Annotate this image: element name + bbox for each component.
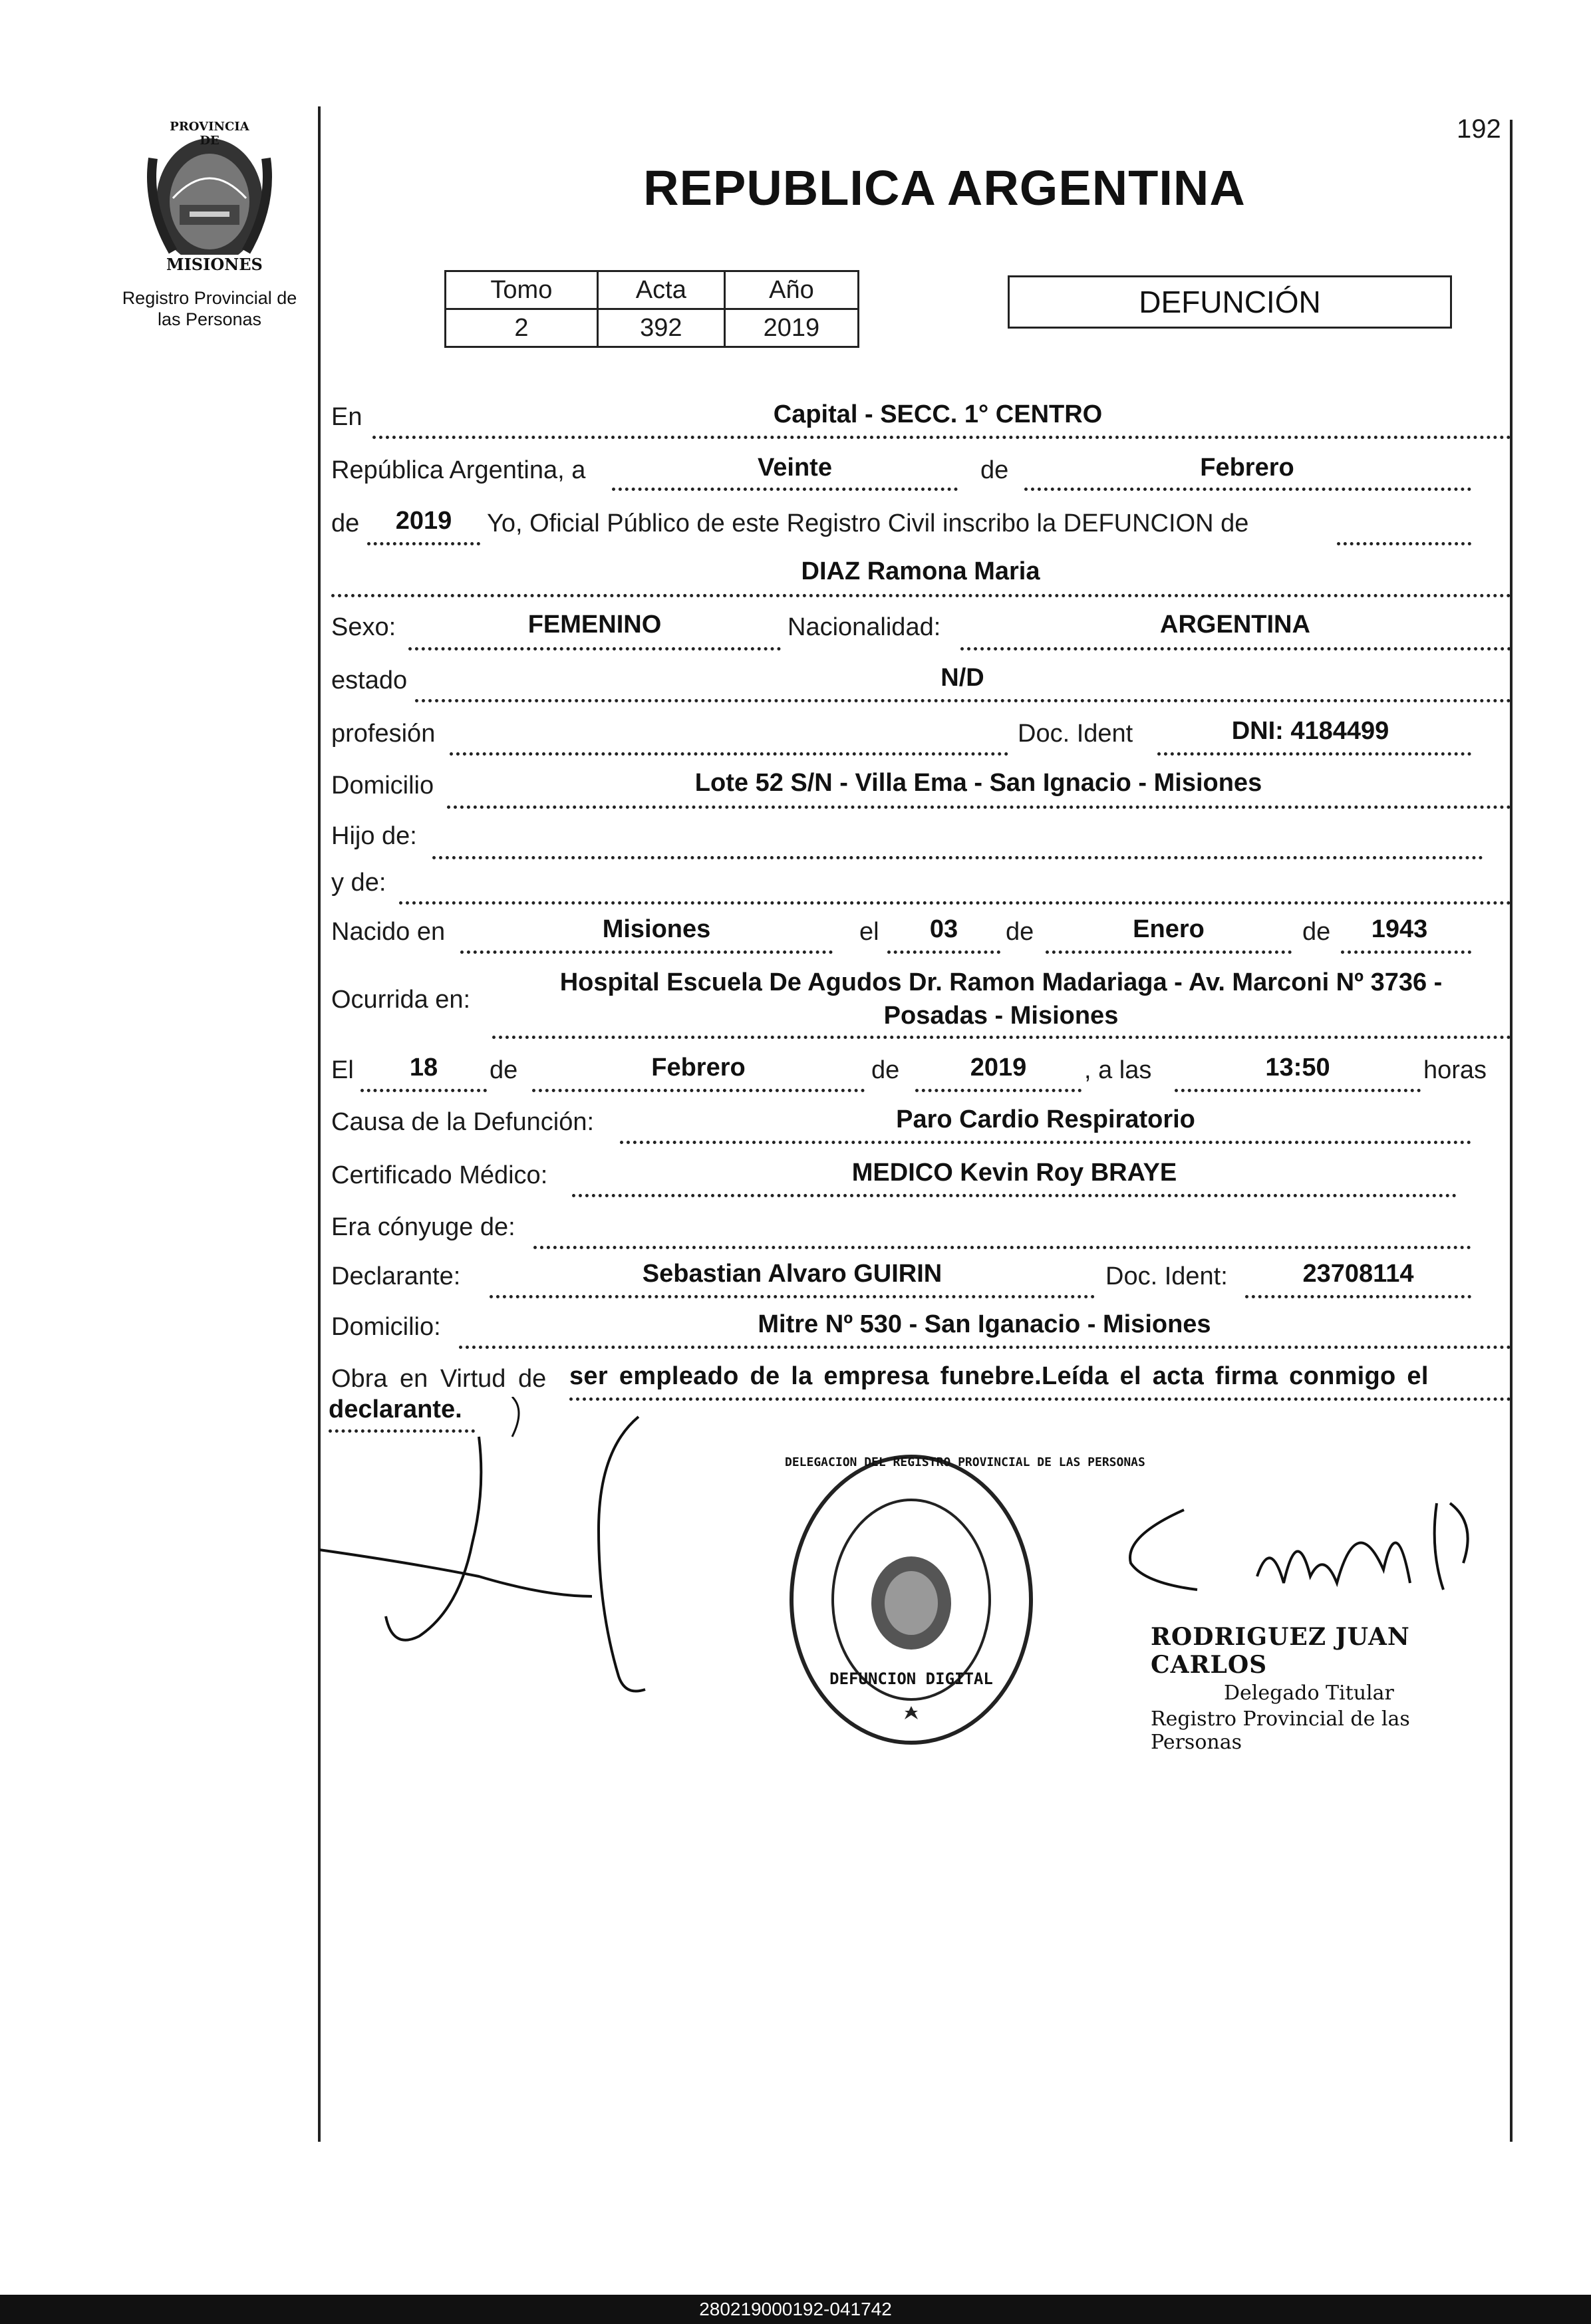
record-table-header-anio: Año (724, 271, 858, 309)
value-nacido-mes: Enero (1133, 915, 1205, 943)
label-hijo-de: Hijo de: (331, 822, 417, 850)
label-certificado: Certificado Médico: (331, 1161, 548, 1189)
page-number: 192 (1457, 114, 1501, 144)
label-republica: República Argentina, a (331, 456, 586, 484)
value-declarante-domicilio: Mitre Nº 530 - San Iganacio - Misiones (758, 1310, 1211, 1338)
label-inscribo: Yo, Oficial Público de este Registro Civil inscribo la DEFUNCION de (487, 509, 1249, 537)
value-sexo: FEMENINO (527, 611, 662, 639)
label-de: de (980, 456, 1009, 484)
label-causa: Causa de la Defunción: (331, 1108, 595, 1136)
registry-caption (100, 287, 319, 330)
official-seal-graphic (785, 1450, 1145, 1749)
value-domicilio: Lote 52 S/N - Villa Ema - San Ignacio - Misiones (694, 769, 1262, 797)
dotted-line (460, 950, 833, 954)
official-office: Registro Provincial de las Personas (1151, 1707, 1410, 1754)
dotted-line (372, 436, 1511, 439)
record-table-value-acta: 392 (597, 309, 724, 347)
value-fallec-hora: 13:50 (1265, 1054, 1330, 1082)
emblem-bottom-text: MISIONES (166, 255, 263, 274)
dotted-line (1024, 488, 1471, 491)
value-fallec-mes: Febrero (651, 1054, 746, 1082)
dotted-line (1175, 1089, 1421, 1092)
value-certificado: MEDICO Kevin Roy BRAYE (851, 1159, 1177, 1187)
label-y-de: y de: (331, 869, 386, 897)
label-declarante: Declarante: (331, 1262, 461, 1290)
left-margin-line (318, 106, 321, 2142)
value-declarante-doc: 23708114 (1302, 1260, 1414, 1288)
value-mes-texto: Febrero (1200, 454, 1294, 482)
dotted-line (1046, 950, 1292, 954)
label-conyuge: Era cónyuge de: (331, 1213, 515, 1241)
registry-caption-line2: las Personas (157, 309, 262, 329)
right-margin-line (1510, 120, 1513, 2142)
official-name: RODRIGUEZ JUAN CARLOS (1151, 1623, 1410, 1679)
value-obra-linea2: declarante. (329, 1395, 462, 1423)
seal-outer-text: DELEGACION DEL REGISTRO PROVINCIAL DE LAS PERSONAS (785, 1455, 1145, 1469)
dotted-line (1245, 1295, 1471, 1298)
value-dia-texto: Veinte (758, 454, 832, 482)
dotted-line (490, 1295, 1095, 1298)
value-anio: 2019 (395, 507, 452, 535)
value-estado: N/D (940, 664, 984, 692)
label-a-las: , a las (1084, 1056, 1152, 1084)
label-de-line3: de (331, 509, 360, 537)
dotted-line (887, 950, 1000, 954)
dotted-line (447, 805, 1511, 809)
dotted-line (415, 699, 1511, 702)
dotted-line (361, 1089, 487, 1092)
label-de2: de (490, 1056, 518, 1084)
value-declarante: Sebastian Alvaro GUIRIN (642, 1260, 942, 1288)
dotted-line (459, 1346, 1511, 1349)
value-causa: Paro Cardio Respiratorio (896, 1105, 1195, 1133)
value-nombre: DIAZ Ramona Maria (801, 557, 1040, 585)
value-nacido-en: Misiones (602, 915, 711, 943)
label-obra-en-virtud: Obra en Virtud de (331, 1365, 547, 1393)
dotted-line (1157, 752, 1471, 756)
dotted-line (612, 488, 958, 491)
dotted-line (331, 594, 1511, 597)
dotted-line (620, 1141, 1471, 1144)
dotted-line (532, 1089, 865, 1092)
label-nacido-en: Nacido en (331, 918, 446, 946)
official-block (1151, 1623, 1497, 1754)
value-ocurrida-linea1: Hospital Escuela De Agudos Dr. Ramon Madariaga - Av. Marconi Nº 3736 - (559, 968, 1443, 996)
official-seal (785, 1450, 1145, 1749)
label-domicilio2: Domicilio: (331, 1313, 441, 1341)
record-table-header-acta: Acta (597, 271, 724, 309)
dotted-line (1341, 950, 1471, 954)
label-en: En (331, 403, 362, 431)
dotted-line (492, 1036, 1511, 1039)
record-table-value-anio: 2019 (724, 309, 858, 347)
label-estado: estado (331, 666, 408, 694)
registry-caption-line1: Registro Provincial de (122, 288, 297, 308)
value-nacionalidad: ARGENTINA (1160, 611, 1310, 639)
dotted-line (408, 647, 781, 651)
dotted-line (367, 542, 480, 545)
dotted-line (533, 1246, 1471, 1249)
label-profesion: profesión (331, 720, 436, 748)
document-title: REPUBLICA ARGENTINA (643, 160, 1246, 216)
provincial-emblem (126, 118, 293, 278)
label-nacionalidad: Nacionalidad: (788, 613, 941, 641)
dotted-line (960, 647, 1511, 651)
label-sexo: Sexo: (331, 613, 396, 641)
record-table (444, 270, 859, 348)
dotted-line (450, 752, 1008, 756)
value-lugar: Capital - SECC. 1° CENTRO (773, 400, 1103, 428)
emblem-top-text: PROVINCIA DE (170, 120, 249, 148)
label-de3: de (871, 1056, 900, 1084)
label-el: el (859, 918, 879, 946)
value-fallec-dia: 18 (409, 1054, 438, 1082)
value-nacido-dia: 03 (929, 915, 958, 943)
record-table-header-tomo: Tomo (446, 271, 598, 309)
value-doc-ident: DNI: 4184499 (1231, 717, 1389, 745)
value-nacido-anio: 1943 (1371, 915, 1428, 943)
label-de-anio: de (1302, 918, 1331, 946)
label-de-mes: de (1006, 918, 1034, 946)
record-table-value-tomo: 2 (446, 309, 598, 347)
label-domicilio: Domicilio (331, 772, 434, 799)
label-ocurrida-en: Ocurrida en: (331, 986, 471, 1014)
official-signature (1104, 1483, 1503, 1643)
value-fallec-anio: 2019 (970, 1054, 1027, 1082)
label-el2: El (331, 1056, 354, 1084)
declarant-signature (313, 1397, 712, 1769)
label-doc-ident: Doc. Ident (1018, 720, 1133, 748)
dotted-line (915, 1089, 1082, 1092)
label-horas: horas (1423, 1056, 1487, 1084)
value-ocurrida-linea2: Posadas - Misiones (883, 1002, 1119, 1030)
dotted-line (399, 901, 1511, 905)
dotted-line (572, 1194, 1457, 1197)
label-doc-ident2: Doc. Ident: (1105, 1262, 1228, 1290)
official-role: Delegado Titular (1224, 1681, 1394, 1705)
document-footer-code: 280219000192-041742 (0, 2295, 1591, 2324)
value-obra-linea1: ser empleado de la empresa funebre.Leída el acta firma conmigo el (569, 1362, 1429, 1390)
seal-inner-text: DEFUNCION DIGITAL (829, 1670, 993, 1688)
dotted-line (432, 856, 1483, 859)
record-type-box: DEFUNCIÓN (1008, 275, 1452, 329)
dotted-line (1337, 542, 1471, 545)
